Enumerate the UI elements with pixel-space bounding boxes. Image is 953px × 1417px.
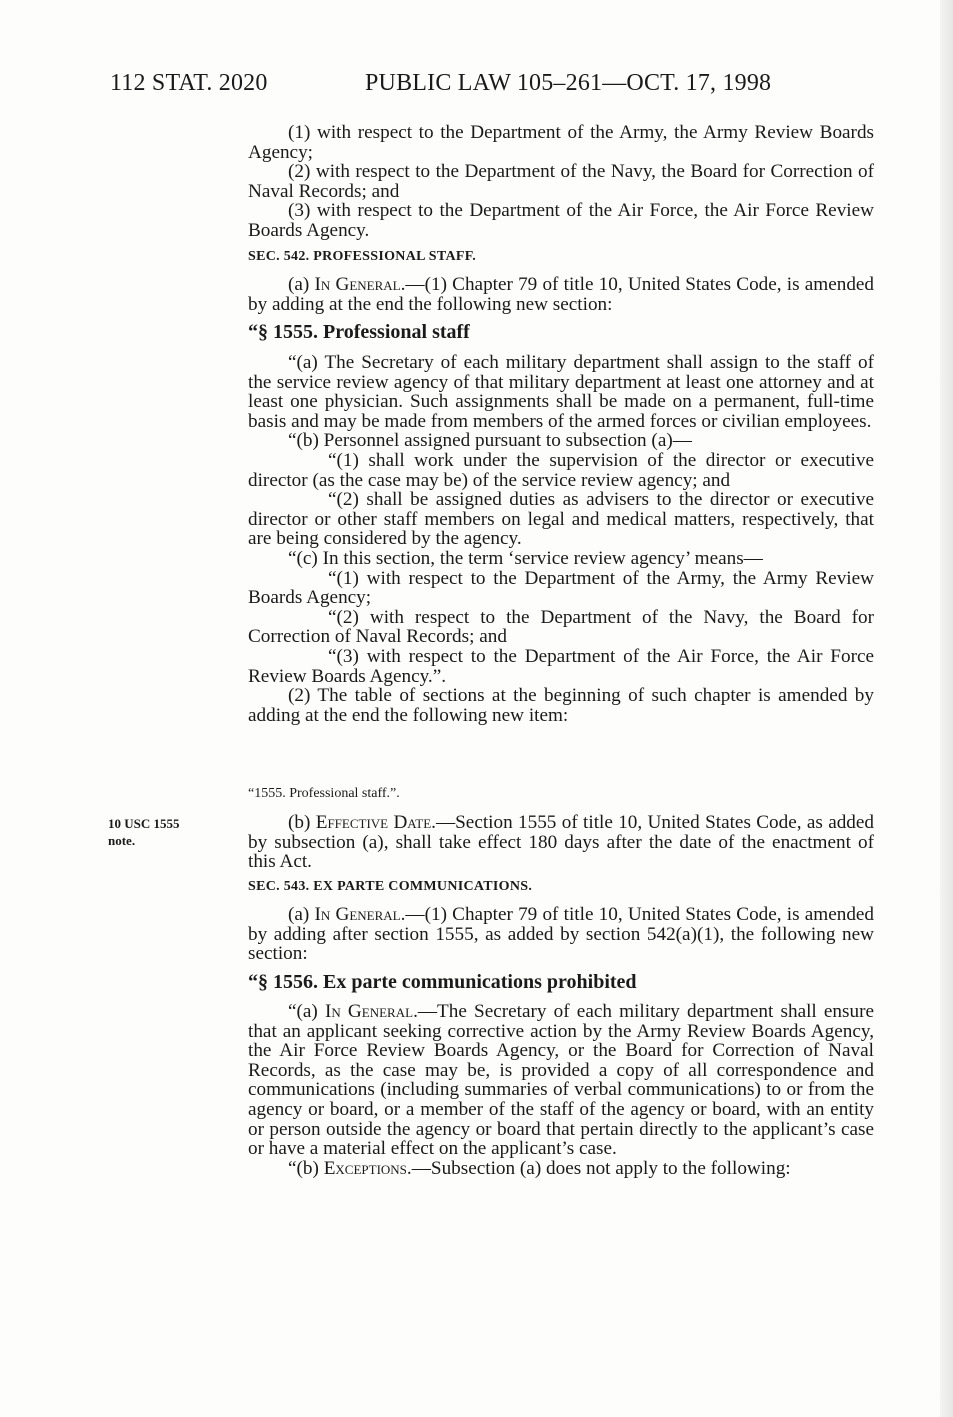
section-1555-body	[248, 353, 874, 725]
sec-542-heading: SEC. 542. PROFESSIONAL STAFF.	[248, 249, 477, 264]
section-1555-b1: “(1) shall work under the supervision of the director or executive director (as the case may be) of the service review agency; and	[248, 449, 874, 491]
sec-542-b-paragraph: (b) Effective Date.—Section 1555 of title 10, United States Code, as added by subsection (a), shall take effect 180 days after the date of the enactment of this Act.	[248, 812, 875, 873]
section-1555-c2: “(2) with respect to the Department of the Navy, the Board for Correction of Naval Records; and	[248, 606, 874, 648]
section-1556-a: “(a) In General.—The Secretary of each military department shall ensure that an applicant seeking corrective action by the Army Review Boards Agency, the Air Force Review Boards Agency, or the Board for Correction of Naval Records, as the case may be, is provided a copy of all correspondence and communications (including summaries of verbal communications) to or from the agency or board, or a member of the staff of the agency or board, with an entity or person outside the agency or board that pertain directly to the applicant’s case or have a material effect on the applicant’s case.	[248, 1001, 874, 1160]
section-1556-heading: “§ 1556. Ex parte communications prohibited	[248, 971, 637, 993]
section-1556-body	[248, 1002, 874, 1178]
margin-note-label: note.	[108, 833, 136, 848]
paragraph-navy: (2) with respect to the Department of the Navy, the Board for Correction of Naval Records; and	[248, 161, 874, 202]
section-1555-heading: “§ 1555. Professional staff	[248, 321, 470, 343]
sec-542-subsection-a	[248, 275, 874, 314]
term-in-general-543: In General	[314, 904, 401, 925]
page-edge-shadow	[940, 0, 953, 1417]
margin-note	[108, 815, 180, 849]
sec-543-heading: SEC. 543. EX PARTE COMMUNICATIONS.	[248, 879, 533, 894]
sec-542-a2: (2) The table of sections at the beginning of such chapter is amended by adding at the end the following new item:	[248, 685, 874, 726]
margin-note-citation: 10 USC 1555	[108, 816, 180, 831]
sec-543-a-paragraph: (a) In General.—(1) Chapter 79 of title 10, United States Code, is amended by adding after section 1555, as added by section 542(a)(1), the following new section:	[248, 904, 875, 965]
section-1555-c1: “(1) with respect to the Department of the Army, the Army Review Boards Agency;	[248, 567, 874, 609]
term-exceptions: Exceptions	[323, 1157, 407, 1179]
sec-542-a-paragraph: (a) In General.—(1) Chapter 79 of title 10, United States Code, is amended by adding at the end the following new section:	[248, 274, 875, 315]
table-of-sections-item: “1555. Professional staff.”.	[248, 786, 400, 801]
sec-542-subsection-b	[248, 813, 874, 872]
law-citation-header: PUBLIC LAW 105–261—OCT. 17, 1998	[365, 70, 772, 96]
paragraph-army: (1) with respect to the Department of the Army, the Army Review Boards Agency;	[248, 122, 874, 163]
section-1555-c3: “(3) with respect to the Department of the Air Force, the Air Force Review Boards Agency.”.	[248, 645, 874, 687]
page-number-header: 112 STAT. 2020	[110, 70, 268, 96]
section-1555-b2: “(2) shall be assigned duties as advisers to the director or executive director or other staff members on legal and medical matters, respectively, that are being considered by the agency.	[248, 489, 874, 550]
section-1556-b: “(b) Exceptions.—Subsection (a) does not apply to the following:	[288, 1157, 791, 1179]
block-service-review-list	[248, 123, 874, 241]
section-1555-a: “(a) The Secretary of each military department shall assign to the staff of the service review agency of that military department at least one attorney and at least one physician. Such assignments shall be made on a permanent, full-time basis and may be made from members of the armed forces or civilian employees.	[248, 352, 874, 432]
section-1555-c: “(c) In this section, the term ‘service review agency’ means—	[288, 547, 763, 569]
term-in-general: In General	[314, 274, 401, 295]
paragraph-air-force: (3) with respect to the Department of the Air Force, the Air Force Review Boards Agency.	[248, 200, 874, 241]
section-1555-b: “(b) Personnel assigned pursuant to subsection (a)—	[288, 430, 692, 452]
sec-543-subsection-a	[248, 905, 874, 964]
term-in-general-1556: In General	[324, 1001, 414, 1022]
term-effective-date: Effective Date	[315, 812, 432, 833]
